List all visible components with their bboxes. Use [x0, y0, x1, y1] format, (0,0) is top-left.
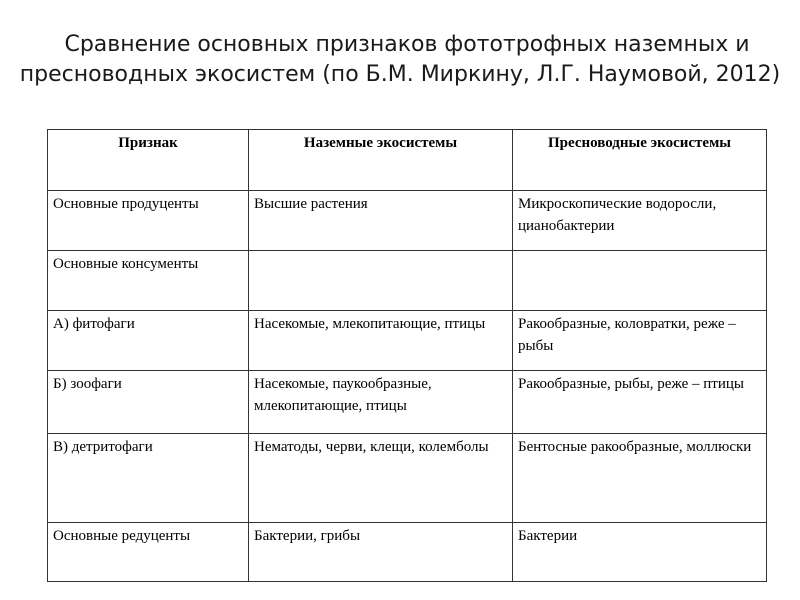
title-line-1: Сравнение основных признаков фототрофных наземных и: [64, 32, 750, 57]
table-row: [48, 434, 767, 523]
freshwater-cell: Ракообразные, коловратки, реже – рыбы: [513, 311, 767, 371]
feature-cell: А) фитофаги: [48, 311, 249, 371]
table-row: [48, 523, 767, 582]
feature-cell: Основные консументы: [48, 251, 249, 311]
table-row: [48, 371, 767, 434]
header-feature: Признак: [48, 130, 249, 191]
freshwater-cell: [513, 251, 767, 311]
terrestrial-cell: Нематоды, черви, клещи, колемболы: [249, 434, 513, 523]
title-line-2: пресноводных экосистем (по Б.М. Миркину, Л.Г. Наумовой, 2012): [19, 62, 781, 87]
terrestrial-cell: [249, 251, 513, 311]
terrestrial-cell: Высшие растения: [249, 191, 513, 251]
table-row: [48, 191, 767, 251]
table-header-row: [48, 130, 767, 191]
feature-cell: Б) зоофаги: [48, 371, 249, 434]
freshwater-cell: Бентосные ракообразные, моллюски: [513, 434, 767, 523]
table-row: [48, 311, 767, 371]
table-row: [48, 251, 767, 311]
freshwater-cell: Микроскопические водоросли, цианобактерии: [513, 191, 767, 251]
header-freshwater: Пресноводные экосистемы: [513, 130, 767, 191]
feature-cell: Основные редуценты: [48, 523, 249, 582]
feature-cell: Основные продуценты: [48, 191, 249, 251]
feature-cell: В) детритофаги: [48, 434, 249, 523]
freshwater-cell: Бактерии: [513, 523, 767, 582]
terrestrial-cell: Насекомые, млекопитающие, птицы: [249, 311, 513, 371]
freshwater-cell: Ракообразные, рыбы, реже – птицы: [513, 371, 767, 434]
header-terrestrial: Наземные экосистемы: [249, 130, 513, 191]
terrestrial-cell: Бактерии, грибы: [249, 523, 513, 582]
terrestrial-cell: Насекомые, паукообразные, млекопитающие, птицы: [249, 371, 513, 434]
comparison-table: [47, 129, 767, 582]
slide-title: [0, 30, 800, 90]
